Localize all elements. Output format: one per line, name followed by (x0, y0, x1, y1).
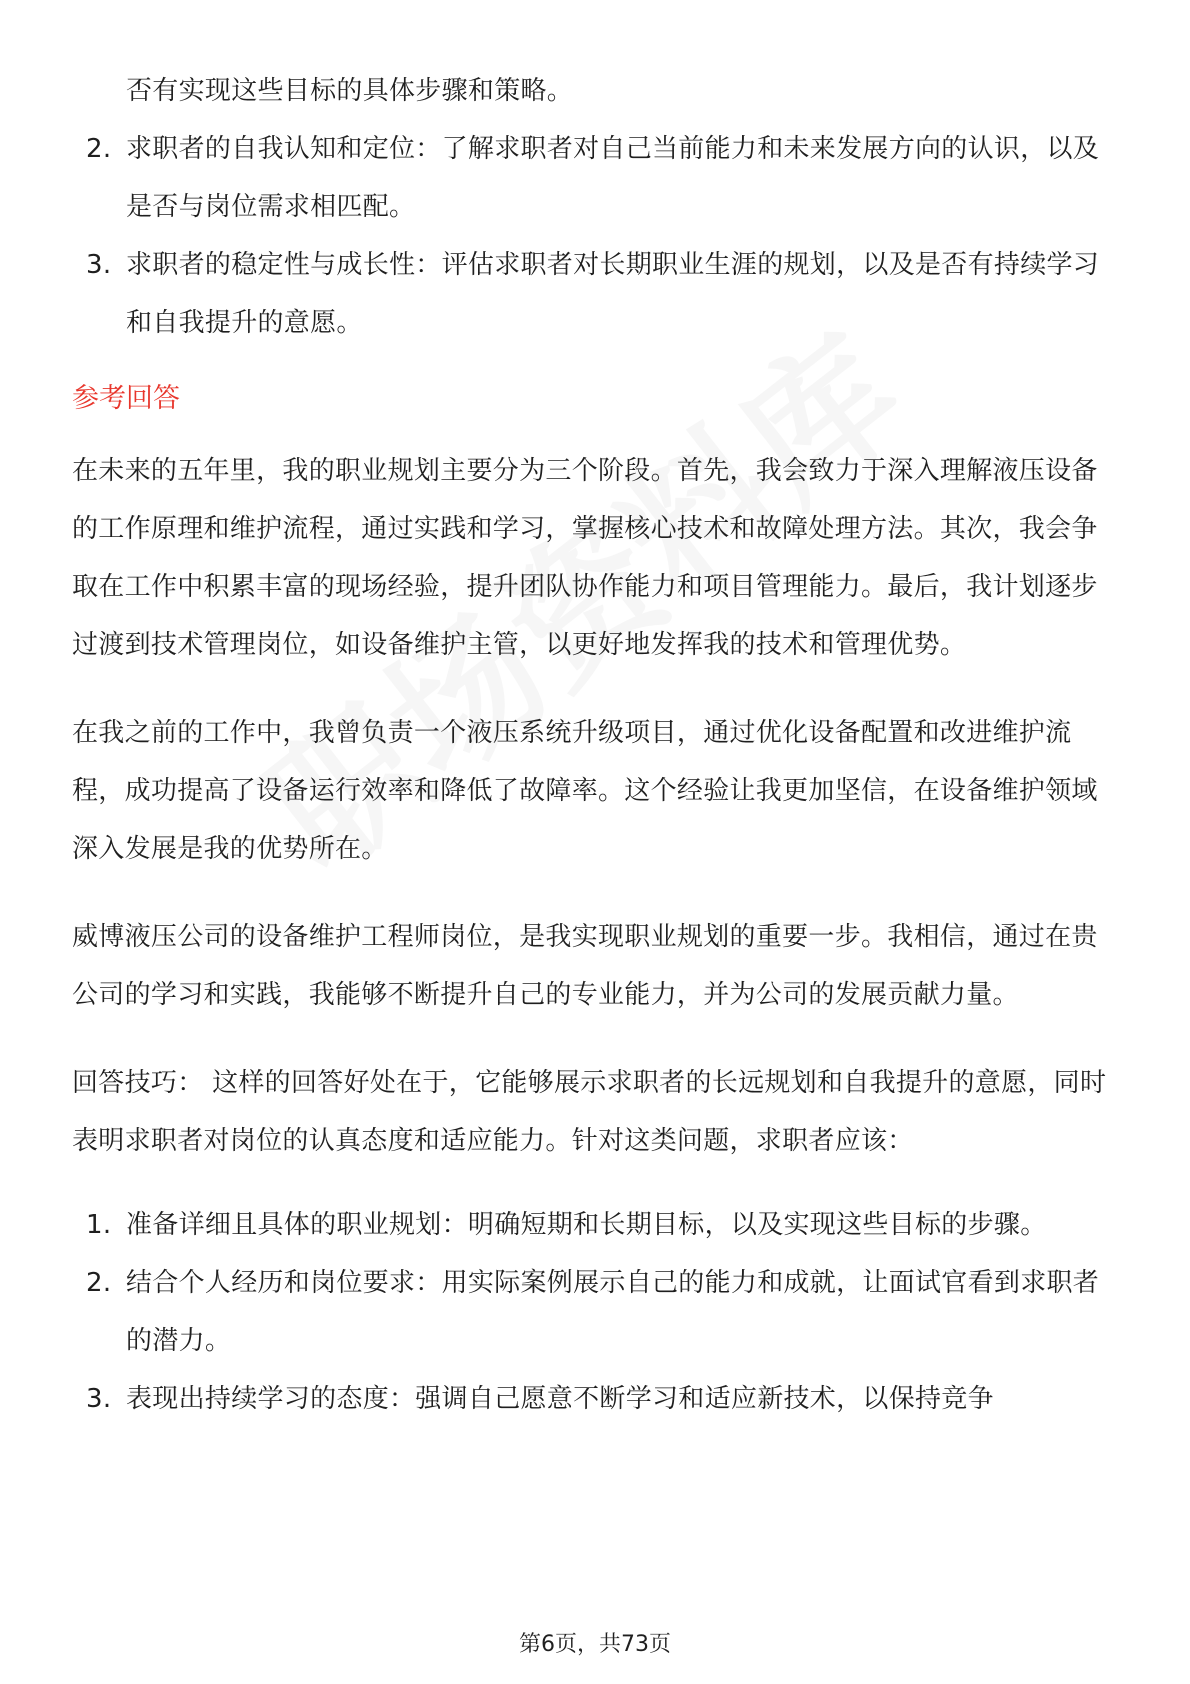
answer-paragraph: 在我之前的工作中，我曾负责一个液压系统升级项目，通过优化设备配置和改进维护流程，成功提高了设备运行效率和降低了故障率。这个经验让我更加坚信，在设备维护领域深入发展是我的优势所在。 (72, 718, 1098, 864)
answer-paragraph: 威博液压公司的设备维护工程师岗位，是我实现职业规划的重要一步。我相信，通过在贵公司的学习和实践，我能够不断提升自己的专业能力，并为公司的发展贡献力量。 (72, 922, 1098, 1010)
section-heading: 参考回答 (72, 383, 180, 414)
list-item-number: 3. (86, 1384, 112, 1414)
list-item-text: 表现出持续学习的态度：强调自己愿意不断学习和适应新技术，以保持竞争 (126, 1384, 994, 1414)
top-numbered-list (72, 120, 1118, 352)
page-footer: 第6页，共73页 (519, 1632, 671, 1657)
tips-numbered-list (72, 1196, 1118, 1428)
list-item (72, 1370, 1118, 1428)
list-item-text: 结合个人经历和岗位要求：用实际案例展示自己的能力和成就，让面试官看到求职者的潜力。 (126, 1268, 1100, 1356)
answer-paragraph: 在未来的五年里，我的职业规划主要分为三个阶段。首先，我会致力于深入理解液压设备的工作原理和维护流程，通过实践和学习，掌握核心技术和故障处理方法。其次，我会争取在工作中积累丰富的现场经验，提升团队协作能力和项目管理能力。最后，我计划逐步过渡到技术管理岗位，如设备维护主管，以更好地发挥我的技术和管理优势。 (72, 456, 1098, 660)
top-continuation-text: 否有实现这些目标的具体步骤和策略。 (126, 76, 574, 106)
document-page (72, 62, 1118, 1428)
list-item (72, 1196, 1118, 1254)
list-item (72, 236, 1118, 352)
list-item (72, 120, 1118, 236)
list-item-text: 求职者的稳定性与成长性：评估求职者对长期职业生涯的规划，以及是否有持续学习和自我提升的意愿。 (126, 250, 1100, 338)
list-item-text: 求职者的自我认知和定位：了解求职者对自己当前能力和未来发展方向的认识，以及是否与岗位需求相匹配。 (126, 134, 1100, 222)
tips-paragraph: 回答技巧： 这样的回答好处在于，它能够展示求职者的长远规划和自我提升的意愿，同时表明求职者对岗位的认真态度和适应能力。针对这类问题，求职者应该： (72, 1068, 1107, 1156)
list-item-number: 3. (86, 250, 112, 280)
list-item-text: 准备详细且具体的职业规划：明确短期和长期目标，以及实现这些目标的步骤。 (126, 1210, 1047, 1240)
list-item-number: 1. (86, 1210, 112, 1240)
list-item (72, 1254, 1118, 1370)
list-item-number: 2. (86, 1268, 112, 1298)
list-item-number: 2. (86, 134, 112, 164)
